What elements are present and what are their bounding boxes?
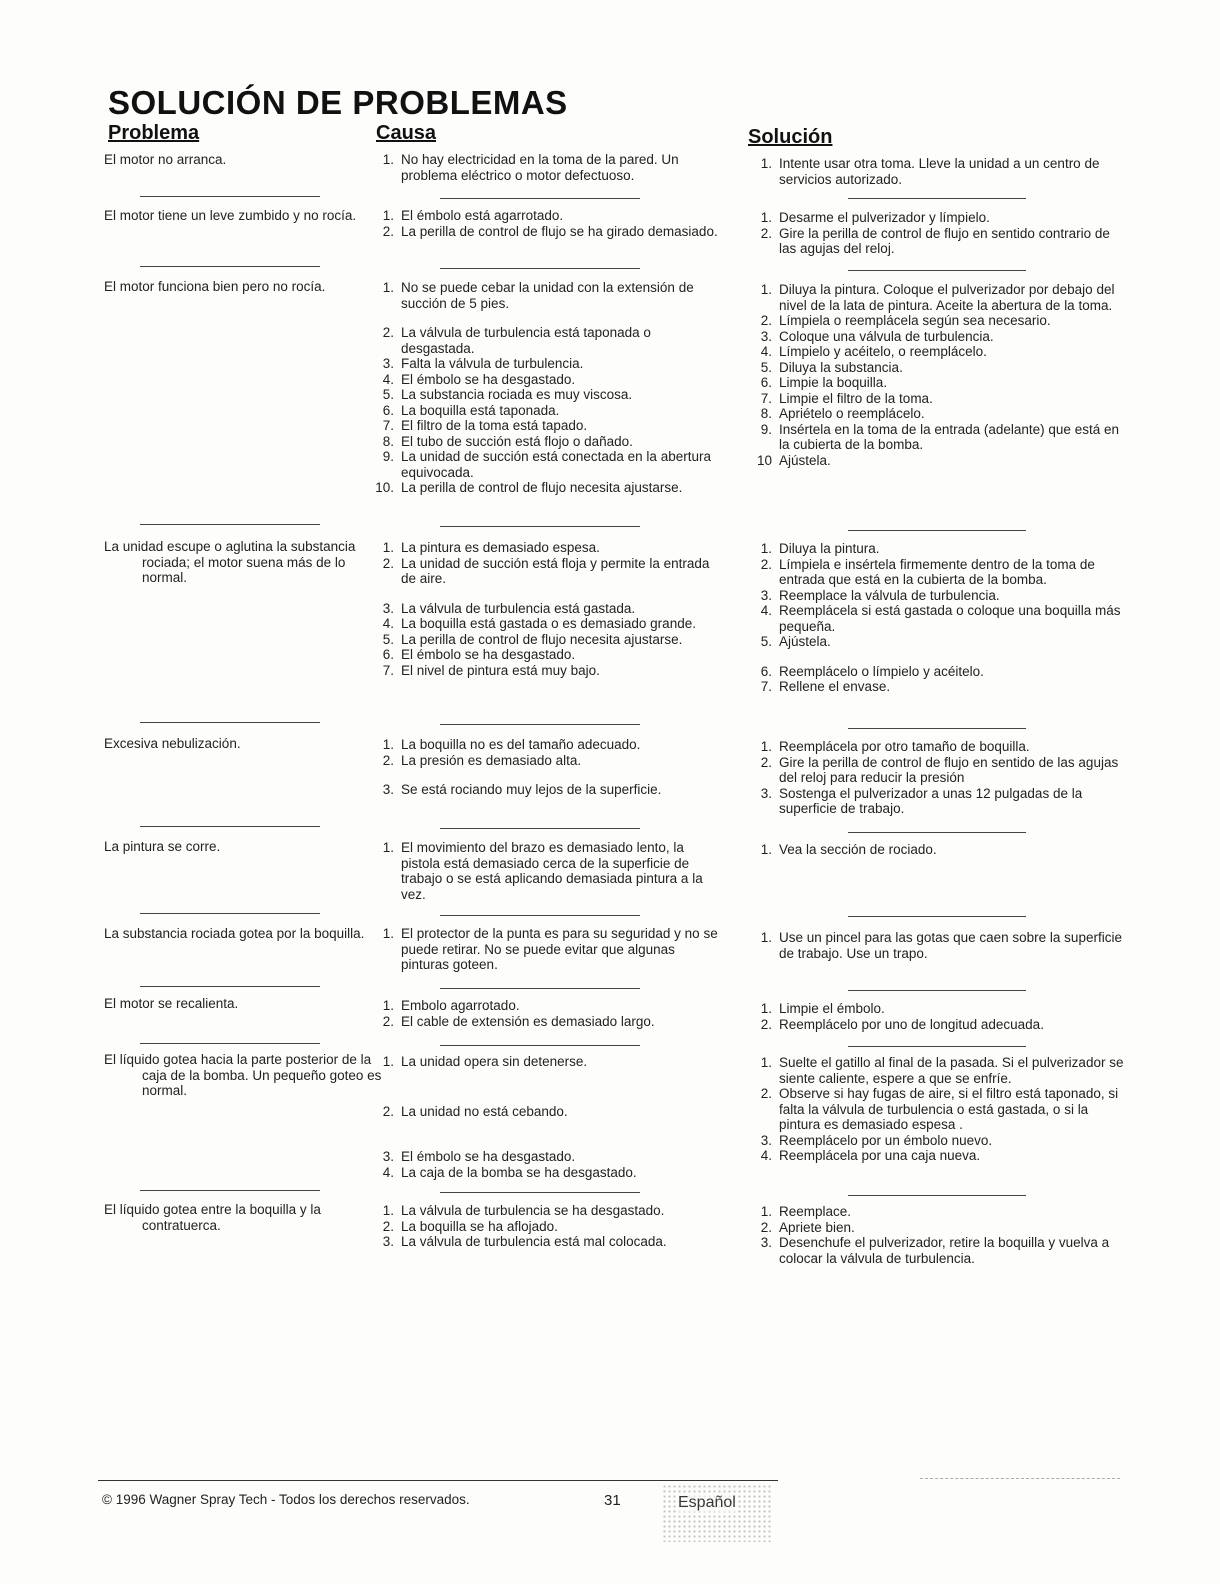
solution-text: Gire la perilla de control de flujo en sentido de las agujas del reloj para reducir la presión	[779, 754, 1119, 785]
solution-list	[750, 930, 1130, 961]
cause-text: El émbolo se ha desgastado.	[401, 1149, 576, 1164]
cause-item	[372, 480, 722, 496]
row-separator	[140, 986, 320, 987]
solution-item	[750, 739, 1130, 755]
cause-text: La boquilla no es del tamaño adecuado.	[401, 737, 641, 752]
cause-text: La substancia rociada es muy viscosa.	[401, 387, 633, 402]
cause-item	[372, 616, 722, 632]
solution-text: Limpie la boquilla.	[779, 375, 888, 390]
row-separator	[848, 832, 1026, 833]
scan-specks	[920, 1478, 1120, 1485]
solution-text: Reemplace.	[779, 1204, 852, 1219]
solution-number: 2.	[760, 1219, 772, 1235]
solution-item	[750, 226, 1130, 257]
solution-item	[750, 1055, 1130, 1086]
solution-item	[750, 541, 1130, 557]
cause-number: 1.	[382, 540, 394, 555]
cause-item	[372, 434, 722, 450]
cause-item	[372, 403, 722, 419]
solution-item	[750, 603, 1130, 634]
solution-item	[750, 313, 1130, 329]
cause-list	[372, 152, 722, 183]
cause-list	[372, 926, 722, 973]
cause-number: 6.	[382, 647, 394, 662]
cause-text: La pintura es demasiado espesa.	[401, 540, 600, 555]
cause-item	[372, 632, 722, 648]
solution-item	[750, 842, 1130, 858]
solution-item	[750, 1220, 1130, 1236]
cause-item	[372, 449, 722, 480]
cause-item	[372, 556, 722, 587]
cause-text: Embolo agarrotado.	[401, 998, 520, 1013]
cause-item	[372, 387, 722, 403]
header-cause: Causa	[376, 122, 437, 144]
problem-text: La substancia rociada gotea por la boquilla.	[104, 926, 365, 941]
cause-item	[372, 1149, 722, 1165]
cause-text: No hay electricidad en la toma de la pared. Un problema eléctrico o motor defectuoso.	[401, 152, 679, 183]
cause-text: El émbolo se ha desgastado.	[401, 371, 576, 387]
solution-text: Gire la perilla de control de flujo en sentido contrario de las agujas del reloj.	[779, 225, 1110, 256]
copyright: © 1996 Wagner Spray Tech - Todos los derechos reservados.	[102, 1492, 470, 1507]
row-separator	[140, 1190, 320, 1191]
solution-number: 1.	[760, 739, 772, 754]
cause-item	[372, 782, 722, 798]
solution-list	[750, 739, 1130, 817]
language-label: Español	[678, 1494, 736, 1511]
cause-number: 3.	[382, 600, 394, 616]
cause-item	[372, 1165, 722, 1181]
row-separator	[440, 526, 640, 527]
solution-number: 3.	[760, 587, 772, 603]
cause-text: El cable de extensión es demasiado largo.	[401, 1013, 655, 1029]
solution-number: 1.	[760, 282, 772, 297]
solution-text: Desarme el pulverizador y límpielo.	[779, 210, 990, 225]
cause-text: La unidad no está cebando.	[401, 1103, 568, 1119]
cause-text: La válvula de turbulencia se ha desgastado.	[401, 1203, 665, 1218]
solution-text: Diluya la substancia.	[779, 359, 903, 375]
cause-item	[372, 737, 722, 753]
problem-text: El líquido gotea hacia la parte posterior de la caja de la bomba. Un pequeño goteo es normal.	[104, 1052, 382, 1098]
solution-item	[750, 375, 1130, 391]
solution-item	[750, 755, 1130, 786]
solution-item	[750, 344, 1130, 360]
solution-text: Ajústela.	[779, 452, 831, 468]
solution-text: Reemplácelo por uno de longitud adecuada.	[779, 1016, 1044, 1032]
cause-number: 8.	[382, 433, 394, 449]
cause-item	[372, 1104, 722, 1120]
problem-text: El motor tiene un leve zumbido y no rocía.	[104, 208, 357, 223]
cause-item	[372, 152, 722, 183]
cause-number: 7.	[382, 418, 394, 433]
solution-text: Reemplácelo o límpielo y acéitelo.	[779, 663, 984, 679]
cause-text: La presión es demasiado alta.	[401, 752, 582, 768]
cause-text: El nivel de pintura está muy bajo.	[401, 662, 600, 678]
row-separator	[848, 990, 1026, 991]
cause-number: 2.	[382, 752, 394, 768]
cause-list	[372, 1203, 722, 1250]
solution-number: 1.	[760, 1204, 772, 1219]
solution-item	[750, 786, 1130, 817]
cause-item	[372, 647, 722, 663]
cause-number: 9.	[382, 449, 394, 464]
solution-list	[750, 1001, 1130, 1032]
problem-text: El motor no arranca.	[104, 152, 227, 167]
solution-item	[750, 557, 1130, 588]
cause-number: 4.	[382, 371, 394, 387]
problem-text: Excesiva nebulización.	[104, 736, 241, 751]
row-separator	[140, 524, 320, 525]
solution-item	[750, 1235, 1130, 1266]
solution-text: Desenchufe el pulverizador, retire la boquilla y vuelva a colocar la válvula de turbulencia.	[779, 1235, 1110, 1266]
solution-text: Limpie el émbolo.	[779, 1001, 885, 1016]
solution-list	[750, 842, 1130, 858]
solution-text: Limpie el filtro de la toma.	[779, 390, 933, 406]
solution-number: 4.	[760, 344, 772, 359]
cause-list	[372, 540, 722, 678]
solution-text: Vea la sección de rociado.	[779, 842, 937, 857]
solution-text: Suelte el gatillo al final de la pasada. Si el pulverizador se siente caliente, espere a que se enfríe.	[779, 1055, 1124, 1086]
cause-item	[372, 663, 722, 679]
cause-text: El tubo de succión está flojo o dañado.	[401, 433, 633, 449]
solution-text: Use un pincel para las gotas que caen sobre la superficie de trabajo. Use un trapo.	[779, 930, 1122, 961]
solution-number: 3.	[760, 785, 772, 801]
cause-number: 5.	[382, 387, 394, 402]
cause-item	[372, 280, 722, 311]
problem-text: El motor funciona bien pero no rocía.	[104, 279, 326, 294]
solution-item	[750, 1148, 1130, 1164]
row-separator	[848, 198, 1026, 199]
solution-number: 6.	[760, 663, 772, 679]
cause-list	[372, 1054, 722, 1180]
solution-text: Límpielo y acéitelo, o reemplácelo.	[779, 344, 987, 359]
language-tab	[662, 1484, 772, 1542]
row-separator	[140, 722, 320, 723]
row-separator	[140, 266, 320, 267]
solution-number: 2.	[760, 1016, 772, 1032]
row-separator	[440, 198, 640, 199]
row-separator	[140, 196, 320, 197]
problem-text: El motor se recalienta.	[104, 996, 239, 1011]
cause-number: 2.	[382, 223, 394, 239]
cause-number: 3.	[382, 1149, 394, 1164]
solution-text: Rellene el envase.	[779, 679, 891, 694]
cause-number: 2.	[382, 1218, 394, 1234]
cause-item	[372, 840, 722, 902]
solution-number: 1.	[760, 541, 772, 556]
cause-text: Se está rociando muy lejos de la superficie.	[401, 782, 662, 797]
cause-number: 7.	[382, 662, 394, 678]
cause-item	[372, 224, 722, 240]
solution-number: 3.	[760, 1235, 772, 1250]
solution-item	[750, 360, 1130, 376]
solution-list	[750, 210, 1130, 257]
solution-item	[750, 406, 1130, 422]
cause-number: 4.	[382, 1164, 394, 1180]
solution-text: Apriete bien.	[779, 1219, 855, 1235]
cause-item	[372, 1014, 722, 1030]
solution-number: 1.	[760, 156, 772, 171]
cause-text: El émbolo se ha desgastado.	[401, 647, 576, 662]
cause-number: 1.	[382, 926, 394, 941]
solution-item	[750, 1001, 1130, 1017]
cause-number: 3.	[382, 782, 394, 797]
solution-list	[750, 282, 1130, 468]
row-separator	[140, 913, 320, 914]
row-separator	[848, 1046, 1026, 1047]
solution-number: 3.	[760, 328, 772, 344]
cause-text: El movimiento del brazo es demasiado lento, la pistola está demasiado cerca de la superficie de trabajo o se está aplicando demasiada pintura a la vez.	[401, 840, 703, 902]
solution-item	[750, 588, 1130, 604]
cause-text: La boquilla se ha aflojado.	[401, 1218, 558, 1234]
page-title: SOLUCIÓN DE PROBLEMAS	[108, 84, 568, 121]
row-separator	[440, 988, 640, 989]
cause-item	[372, 1054, 722, 1070]
cause-number: 4.	[382, 616, 394, 631]
solution-text: Reemplácela si está gastada o coloque una boquilla más pequeña.	[779, 603, 1121, 634]
solution-text: Diluya la pintura. Coloque el pulverizador por debajo del nivel de la lata de pintura. Aceite la abertura de la toma.	[779, 282, 1115, 313]
row-separator	[848, 728, 1026, 729]
cause-text: La válvula de turbulencia está gastada.	[401, 600, 636, 616]
solution-number: 8.	[760, 406, 772, 421]
row-separator	[140, 826, 320, 827]
solution-number: 7.	[760, 390, 772, 406]
cause-number: 1.	[382, 1203, 394, 1218]
solution-text: Ajústela.	[779, 634, 831, 649]
problem-text: La pintura se corre.	[104, 839, 221, 854]
cause-number: 1.	[382, 737, 394, 752]
problem-text: La unidad escupe o aglutina la substancia rociada; el motor suena más de lo normal.	[104, 539, 356, 585]
solution-number: 10	[756, 452, 772, 468]
cause-item	[372, 998, 722, 1014]
cause-item	[372, 208, 722, 224]
footer-rule	[98, 1480, 778, 1481]
cause-item	[372, 601, 722, 617]
row-separator	[440, 915, 640, 916]
cause-item	[372, 926, 722, 973]
cause-number: 3.	[382, 1234, 394, 1249]
cause-number: 2.	[382, 555, 394, 571]
solution-text: Apriételo o reemplácelo.	[779, 406, 925, 421]
cause-text: No se puede cebar la unidad con la extensión de succión de 5 pies.	[401, 280, 694, 311]
cause-number: 1.	[382, 280, 394, 295]
cause-number: 2.	[382, 325, 394, 340]
solution-item	[750, 453, 1130, 469]
cause-number: 5.	[382, 631, 394, 647]
solution-number: 2.	[760, 1086, 772, 1101]
cause-text: El filtro de la toma está tapado.	[401, 418, 588, 433]
solution-item	[750, 282, 1130, 313]
solution-item	[750, 156, 1130, 187]
cause-list	[372, 840, 722, 902]
solution-text: Coloque una válvula de turbulencia.	[779, 328, 994, 344]
solution-list	[750, 156, 1130, 187]
cause-text: Falta la válvula de turbulencia.	[401, 356, 584, 371]
problem-text: El líquido gotea entre la boquilla y la contratuerca.	[104, 1202, 321, 1233]
solution-number: 1.	[760, 1001, 772, 1016]
solution-number: 2.	[760, 556, 772, 572]
solution-item	[750, 210, 1130, 226]
solution-text: Reemplácela por otro tamaño de boquilla.	[779, 739, 1030, 754]
cause-number: 1.	[382, 1054, 394, 1069]
solution-number: 6.	[760, 375, 772, 390]
cause-number: 10.	[375, 480, 394, 495]
solution-item	[750, 1204, 1130, 1220]
cause-item	[372, 372, 722, 388]
row-separator	[848, 916, 1026, 917]
solution-number: 5.	[760, 634, 772, 649]
cause-item	[372, 753, 722, 769]
solution-item	[750, 634, 1130, 650]
solution-list	[750, 1055, 1130, 1164]
row-separator	[440, 828, 640, 829]
solution-item	[750, 1086, 1130, 1133]
header-solution: Solución	[748, 126, 833, 148]
cause-item	[372, 1203, 722, 1219]
solution-number: 1.	[760, 1055, 772, 1070]
cause-text: La unidad de succión está floja y permite la entrada de aire.	[401, 555, 710, 586]
cause-item	[372, 356, 722, 372]
solution-text: Reemplácelo por un émbolo nuevo.	[779, 1132, 993, 1148]
solution-item	[750, 664, 1130, 680]
solution-item	[750, 930, 1130, 961]
row-separator	[440, 724, 640, 725]
solution-item	[750, 1017, 1130, 1033]
cause-number: 2.	[382, 1013, 394, 1029]
solution-number: 4.	[760, 603, 772, 618]
solution-text: Intente usar otra toma. Lleve la unidad a un centro de servicios autorizado.	[779, 156, 1100, 187]
cause-item	[372, 325, 722, 356]
cause-list	[372, 998, 722, 1029]
solution-item	[750, 422, 1130, 453]
cause-item	[372, 1219, 722, 1235]
page-number: 31	[604, 1492, 621, 1509]
cause-number: 3.	[382, 356, 394, 371]
row-separator	[440, 1045, 640, 1046]
solution-text: Límpiela e insértela firmemente dentro de la toma de entrada que está en la cubierta de la bomba.	[779, 556, 1095, 587]
cause-text: La perilla de control de flujo necesita ajustarse.	[401, 480, 683, 495]
cause-item	[372, 418, 722, 434]
solution-text: Límpiela o reemplácela según sea necesario.	[779, 313, 1051, 328]
row-separator	[440, 268, 640, 269]
solution-number: 2.	[760, 313, 772, 328]
cause-text: El émbolo está agarrotado.	[401, 208, 564, 223]
cause-number: 1.	[382, 208, 394, 223]
solution-item	[750, 1133, 1130, 1149]
row-separator	[848, 270, 1026, 271]
solution-list	[750, 1204, 1130, 1266]
cause-text: La válvula de turbulencia está taponada o desgastada.	[401, 325, 651, 356]
solution-text: Diluya la pintura.	[779, 541, 880, 556]
cause-item	[372, 540, 722, 556]
cause-text: La unidad opera sin detenerse.	[401, 1054, 588, 1069]
cause-number: 6.	[382, 402, 394, 418]
solution-text: Reemplácela por una caja nueva.	[779, 1148, 981, 1163]
cause-number: 1.	[382, 152, 394, 167]
solution-text: Reemplace la válvula de turbulencia.	[779, 587, 1000, 603]
solution-number: 1.	[760, 842, 772, 857]
solution-list	[750, 541, 1130, 695]
solution-number: 9.	[760, 421, 772, 437]
solution-item	[750, 679, 1130, 695]
cause-list	[372, 737, 722, 798]
row-separator	[440, 1192, 640, 1193]
solution-item	[750, 391, 1130, 407]
solution-text: Observe si hay fugas de aire, si el filtro está taponado, si falta la válvula de turbulencia o está gastada, o si la pintura es demasiado espesa .	[779, 1086, 1119, 1132]
solution-number: 5.	[760, 359, 772, 375]
cause-list	[372, 280, 722, 496]
cause-text: El protector de la punta es para su seguridad y no se puede retirar. No se puede evitar que algunas pinturas goteen.	[401, 926, 718, 972]
solution-number: 7.	[760, 679, 772, 694]
cause-text: La unidad de succión está conectada en la abertura equivocada.	[401, 449, 711, 480]
solution-item	[750, 329, 1130, 345]
cause-text: La perilla de control de flujo se ha girado demasiado.	[401, 223, 718, 239]
cause-text: La válvula de turbulencia está mal colocada.	[401, 1234, 667, 1249]
cause-text: La boquilla está gastada o es demasiado grande.	[401, 616, 696, 631]
solution-number: 3.	[760, 1132, 772, 1148]
row-separator	[848, 530, 1026, 531]
cause-text: La boquilla está taponada.	[401, 402, 560, 418]
row-separator	[140, 1043, 320, 1044]
cause-list	[372, 208, 722, 239]
solution-text: Insértela en la toma de la entrada (adelante) que está en la cubierta de la bomba.	[779, 421, 1119, 452]
cause-number: 2.	[382, 1103, 394, 1119]
solution-number: 1.	[760, 930, 772, 945]
cause-number: 1.	[382, 840, 394, 855]
cause-number: 1.	[382, 998, 394, 1013]
cause-item	[372, 1234, 722, 1250]
row-separator	[848, 1195, 1026, 1196]
solution-number: 1.	[760, 210, 772, 225]
cause-text: La perilla de control de flujo necesita ajustarse.	[401, 631, 683, 647]
cause-text: La caja de la bomba se ha desgastado.	[401, 1164, 637, 1180]
header-problem: Problema	[108, 122, 200, 144]
solution-number: 4.	[760, 1148, 772, 1163]
solution-text: Sostenga el pulverizador a unas 12 pulgadas de la superficie de trabajo.	[779, 785, 1083, 816]
solution-number: 2.	[760, 225, 772, 241]
solution-number: 2.	[760, 754, 772, 770]
